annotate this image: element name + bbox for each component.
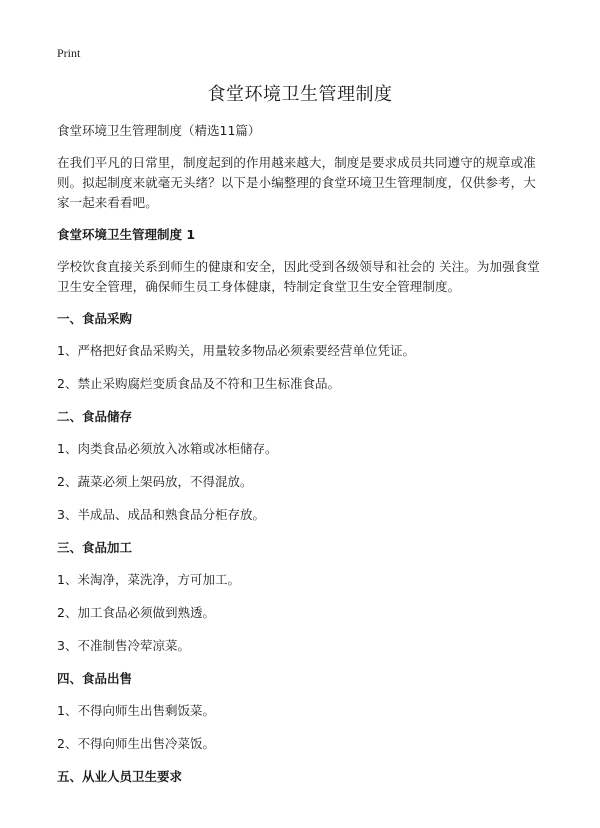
section-heading-processing: 三、食品加工 — [57, 540, 133, 555]
article-heading: 食堂环境卫生管理制度 1 — [57, 227, 196, 242]
page-title: 食堂环境卫生管理制度 — [207, 84, 393, 105]
list-item: 1、米淘净，菜洗净，方可加工。 — [57, 572, 240, 587]
list-item: 1、严格把好食品采购关，用量较多物品必须索要经营单位凭证。 — [57, 343, 415, 358]
list-item: 3、不准制售冷荤凉菜。 — [57, 638, 190, 653]
list-item: 2、不得向师生出售冷菜饭。 — [57, 736, 215, 751]
list-item: 1、肉类食品必须放入冰箱或冰柜储存。 — [57, 441, 278, 456]
article-intro-paragraph: 学校饮食直接关系到师生的健康和安全，因此受到各级领导和社会的 关注。为加强食堂卫生安全管理，确保师生员工身体健康，特制定食堂卫生安全管理制度。 — [57, 259, 540, 294]
list-item: 1、不得向师生出售剩饭菜。 — [57, 703, 215, 718]
section-heading-sales: 四、食品出售 — [57, 671, 133, 686]
intro-paragraph: 在我们平凡的日常里，制度起到的作用越来越大，制度是要求成员共同遵守的规章或准则。拟起制度来就毫无头绪？以下是小编整理的食堂环境卫生管理制度，仅供参考，大家一起来看看吧。 — [57, 155, 536, 210]
section-heading-staff-hygiene: 五、从业人员卫生要求 — [57, 769, 183, 784]
list-item: 3、半成品、成品和熟食品分柜存放。 — [57, 507, 265, 522]
document-body — [57, 121, 547, 799]
list-item: 2、加工食品必须做到熟透。 — [57, 605, 215, 620]
list-item: 2、蔬菜必须上架码放，不得混放。 — [57, 474, 253, 489]
section-heading-purchase: 一、食品采购 — [57, 311, 133, 326]
section-heading-storage: 二、食品储存 — [57, 409, 133, 424]
print-link[interactable]: Print — [57, 46, 81, 60]
document-subtitle: 食堂环境卫生管理制度（精选11篇） — [57, 123, 261, 138]
list-item: 2、禁止采购腐烂变质食品及不符和卫生标准食品。 — [57, 376, 340, 391]
